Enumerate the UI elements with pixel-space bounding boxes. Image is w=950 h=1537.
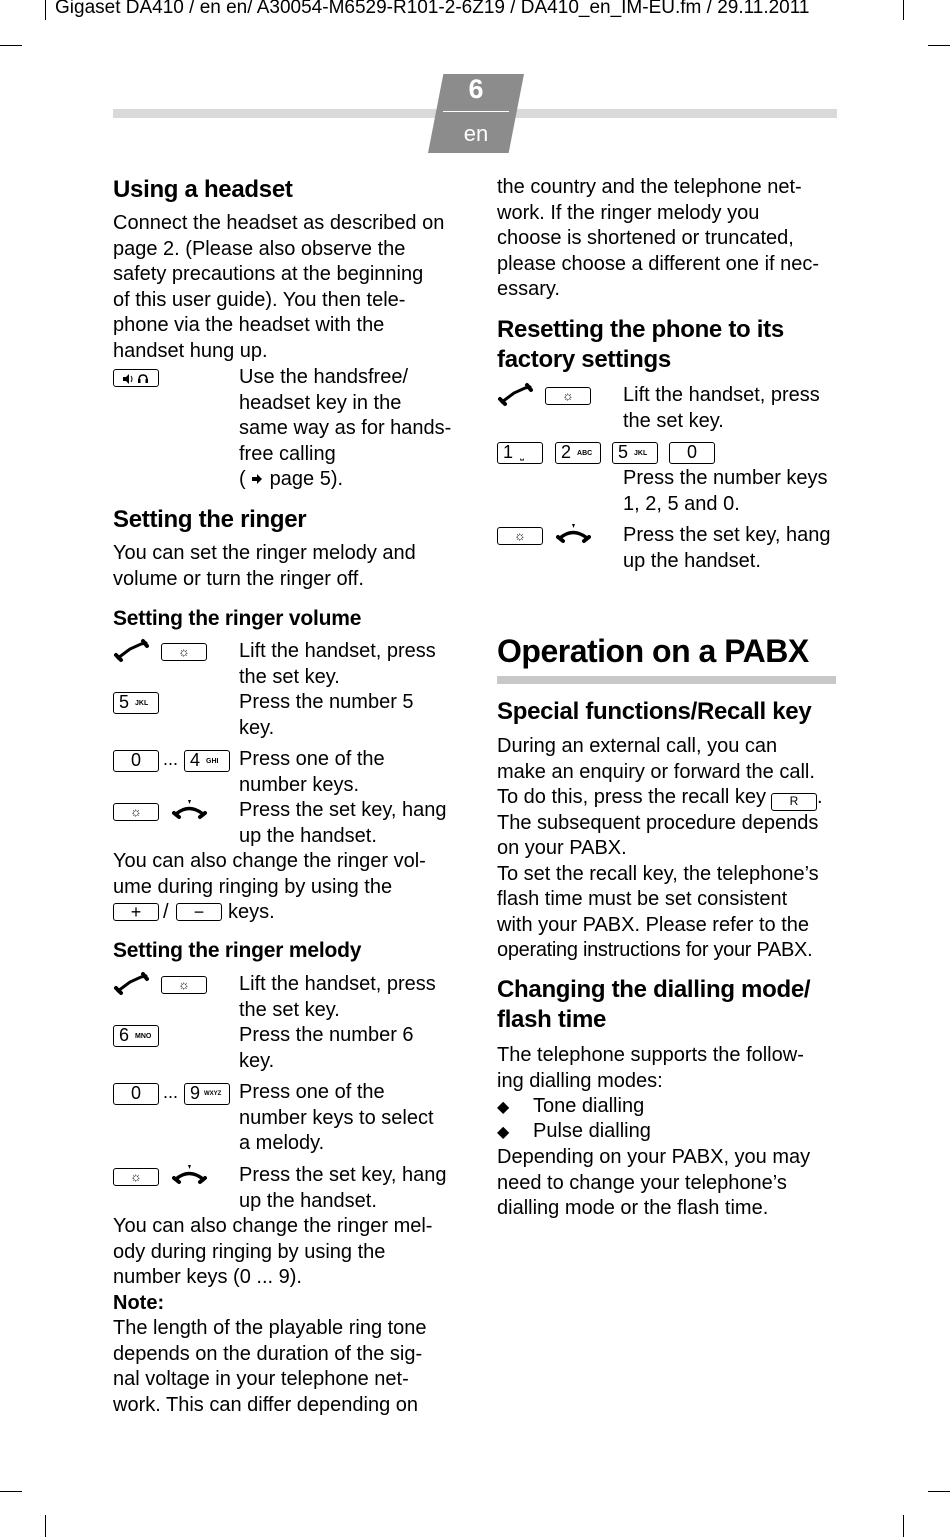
- lift-handset-icon: [115, 973, 151, 995]
- note-label: Note:: [113, 1291, 165, 1314]
- plus-key: +: [113, 903, 159, 921]
- section-rule: [497, 676, 836, 684]
- running-header: Gigaset DA410 / en en/ A30054-M6529-R101-2-6Z19 / DA410_en_IM-EU.fm / 29.11.2011: [55, 0, 810, 18]
- heading-ringer-melody: Setting the ringer melody: [113, 939, 362, 962]
- set-key: ☼: [161, 643, 207, 661]
- number-key-0: 0: [669, 442, 715, 464]
- heading-ringer-volume: Setting the ringer volume: [113, 607, 362, 630]
- headset-paragraph: Connect the headset as described on page 2. (Please also observe the safety precautions at the beginning of this user guide). You then tele- phone via the headset with the handset hung up.: [113, 212, 445, 362]
- number-key-9: 9 WXYZ: [184, 1083, 230, 1105]
- heading-using-headset: Using a headset: [113, 176, 293, 203]
- lift-handset-icon: [115, 640, 151, 662]
- handsfree-icon: [114, 370, 160, 388]
- melody-step-4: Press the set key, hang up the handset.: [239, 1164, 447, 1212]
- headset-step-text: Use the handsfree/ headset key in the same way as for hands- free calling ( page 5).: [239, 366, 452, 490]
- number-key-0: 0: [113, 1083, 159, 1105]
- set-key: ☼: [545, 387, 591, 405]
- heading-setting-ringer: Setting the ringer: [113, 506, 307, 533]
- set-key: ☼: [161, 976, 207, 994]
- page-number: 6: [468, 74, 484, 104]
- trim-mark: [903, 0, 904, 20]
- page-language: en: [463, 121, 489, 146]
- hang-up-icon: [172, 800, 208, 822]
- volume-after-paragraph: You can also change the ringer vol- ume during ringing by using the + / − keys.: [113, 850, 426, 923]
- heading-reset-factory: Resetting the phone to its factory settings: [497, 316, 784, 373]
- number-key-5: 5 JKL: [612, 442, 658, 464]
- minus-key: −: [176, 903, 222, 921]
- reset-step-3: Press the set key, hang up the handset.: [623, 524, 831, 572]
- dialling-intro: The telephone supports the follow- ing dialling modes:: [497, 1044, 804, 1092]
- melody-step-2: Press the number 6 key.: [239, 1024, 414, 1072]
- heading-operation-pabx: Operation on a PABX: [497, 633, 809, 669]
- number-key-4: 4 GHI: [184, 750, 230, 772]
- hang-up-icon: [172, 1165, 208, 1187]
- trim-mark: [45, 1515, 46, 1537]
- set-key: ☼: [113, 1168, 159, 1186]
- number-key-5: 5 JKL: [113, 692, 159, 714]
- range-dots: ...: [163, 1082, 179, 1102]
- special-functions-paragraph: During an external call, you can make an enquiry or forward the call. To do this, press the recall key R . The subsequent procedure depends on your PABX. To set the recall key, the telephone’s flash time must be set consistent with your PABX. Please refer to the operating instructions for your PABX.: [497, 735, 823, 961]
- set-key: ☼: [113, 803, 159, 821]
- bullet-pulse-dialling: Pulse dialling: [533, 1120, 651, 1142]
- trim-mark: [903, 1515, 904, 1537]
- tab-divider: [443, 111, 509, 112]
- range-dots: ...: [163, 749, 179, 769]
- handsfree-key: [113, 369, 159, 387]
- note-continued: the country and the telephone net- work. If the ringer melody you choose is shortened or truncated, please choose a different one if nec- essary.: [497, 176, 820, 300]
- bullet-icon: ◆: [497, 1099, 510, 1116]
- heading-special-functions: Special functions/Recall key: [497, 698, 812, 725]
- trim-mark: [0, 1491, 22, 1492]
- melody-step-3: Press one of the number keys to select a melody.: [239, 1081, 434, 1154]
- arrow-right-icon: [250, 472, 264, 486]
- heading-dialling-mode: Changing the dialling mode/ flash time: [497, 976, 811, 1033]
- reset-step-1: Lift the handset, press the set key.: [623, 384, 820, 432]
- bullet-icon: ◆: [497, 1124, 510, 1141]
- set-key: ☼: [497, 527, 543, 545]
- bullet-tone-dialling: Tone dialling: [533, 1095, 645, 1117]
- dialling-after-paragraph: Depending on your PABX, you may need to change your telephone’s dialling mode or the flash time.: [497, 1146, 811, 1219]
- trim-mark: [45, 0, 46, 20]
- number-key-2: 2 ABC: [555, 442, 601, 464]
- number-key-1: 1 ⎵: [497, 442, 543, 464]
- number-key-6: 6 MNO: [113, 1025, 159, 1047]
- melody-step-1: Lift the handset, press the set key.: [239, 973, 436, 1021]
- number-key-0: 0: [113, 750, 159, 772]
- ringer-paragraph: You can set the ringer melody and volume or turn the ringer off.: [113, 542, 416, 590]
- volume-step-1: Lift the handset, press the set key.: [239, 640, 436, 688]
- melody-after-paragraph: You can also change the ringer mel- ody during ringing by using the number keys (0 ... 9). Note: The length of the playable ring tone depends on the duration of the sig- nal voltage in your telephone net- work. This can differ depending on: [113, 1215, 433, 1416]
- trim-mark: [0, 45, 22, 46]
- hang-up-icon: [556, 524, 592, 546]
- volume-step-3: Press one of the number keys.: [239, 748, 385, 796]
- volume-step-4: Press the set key, hang up the handset.: [239, 799, 447, 847]
- trim-mark: [928, 1491, 950, 1492]
- trim-mark: [928, 45, 950, 46]
- reset-step-2: Press the number keys 1, 2, 5 and 0.: [623, 467, 828, 515]
- recall-key: R: [771, 793, 817, 811]
- lift-handset-icon: [499, 384, 535, 406]
- volume-step-2: Press the number 5 key.: [239, 691, 414, 739]
